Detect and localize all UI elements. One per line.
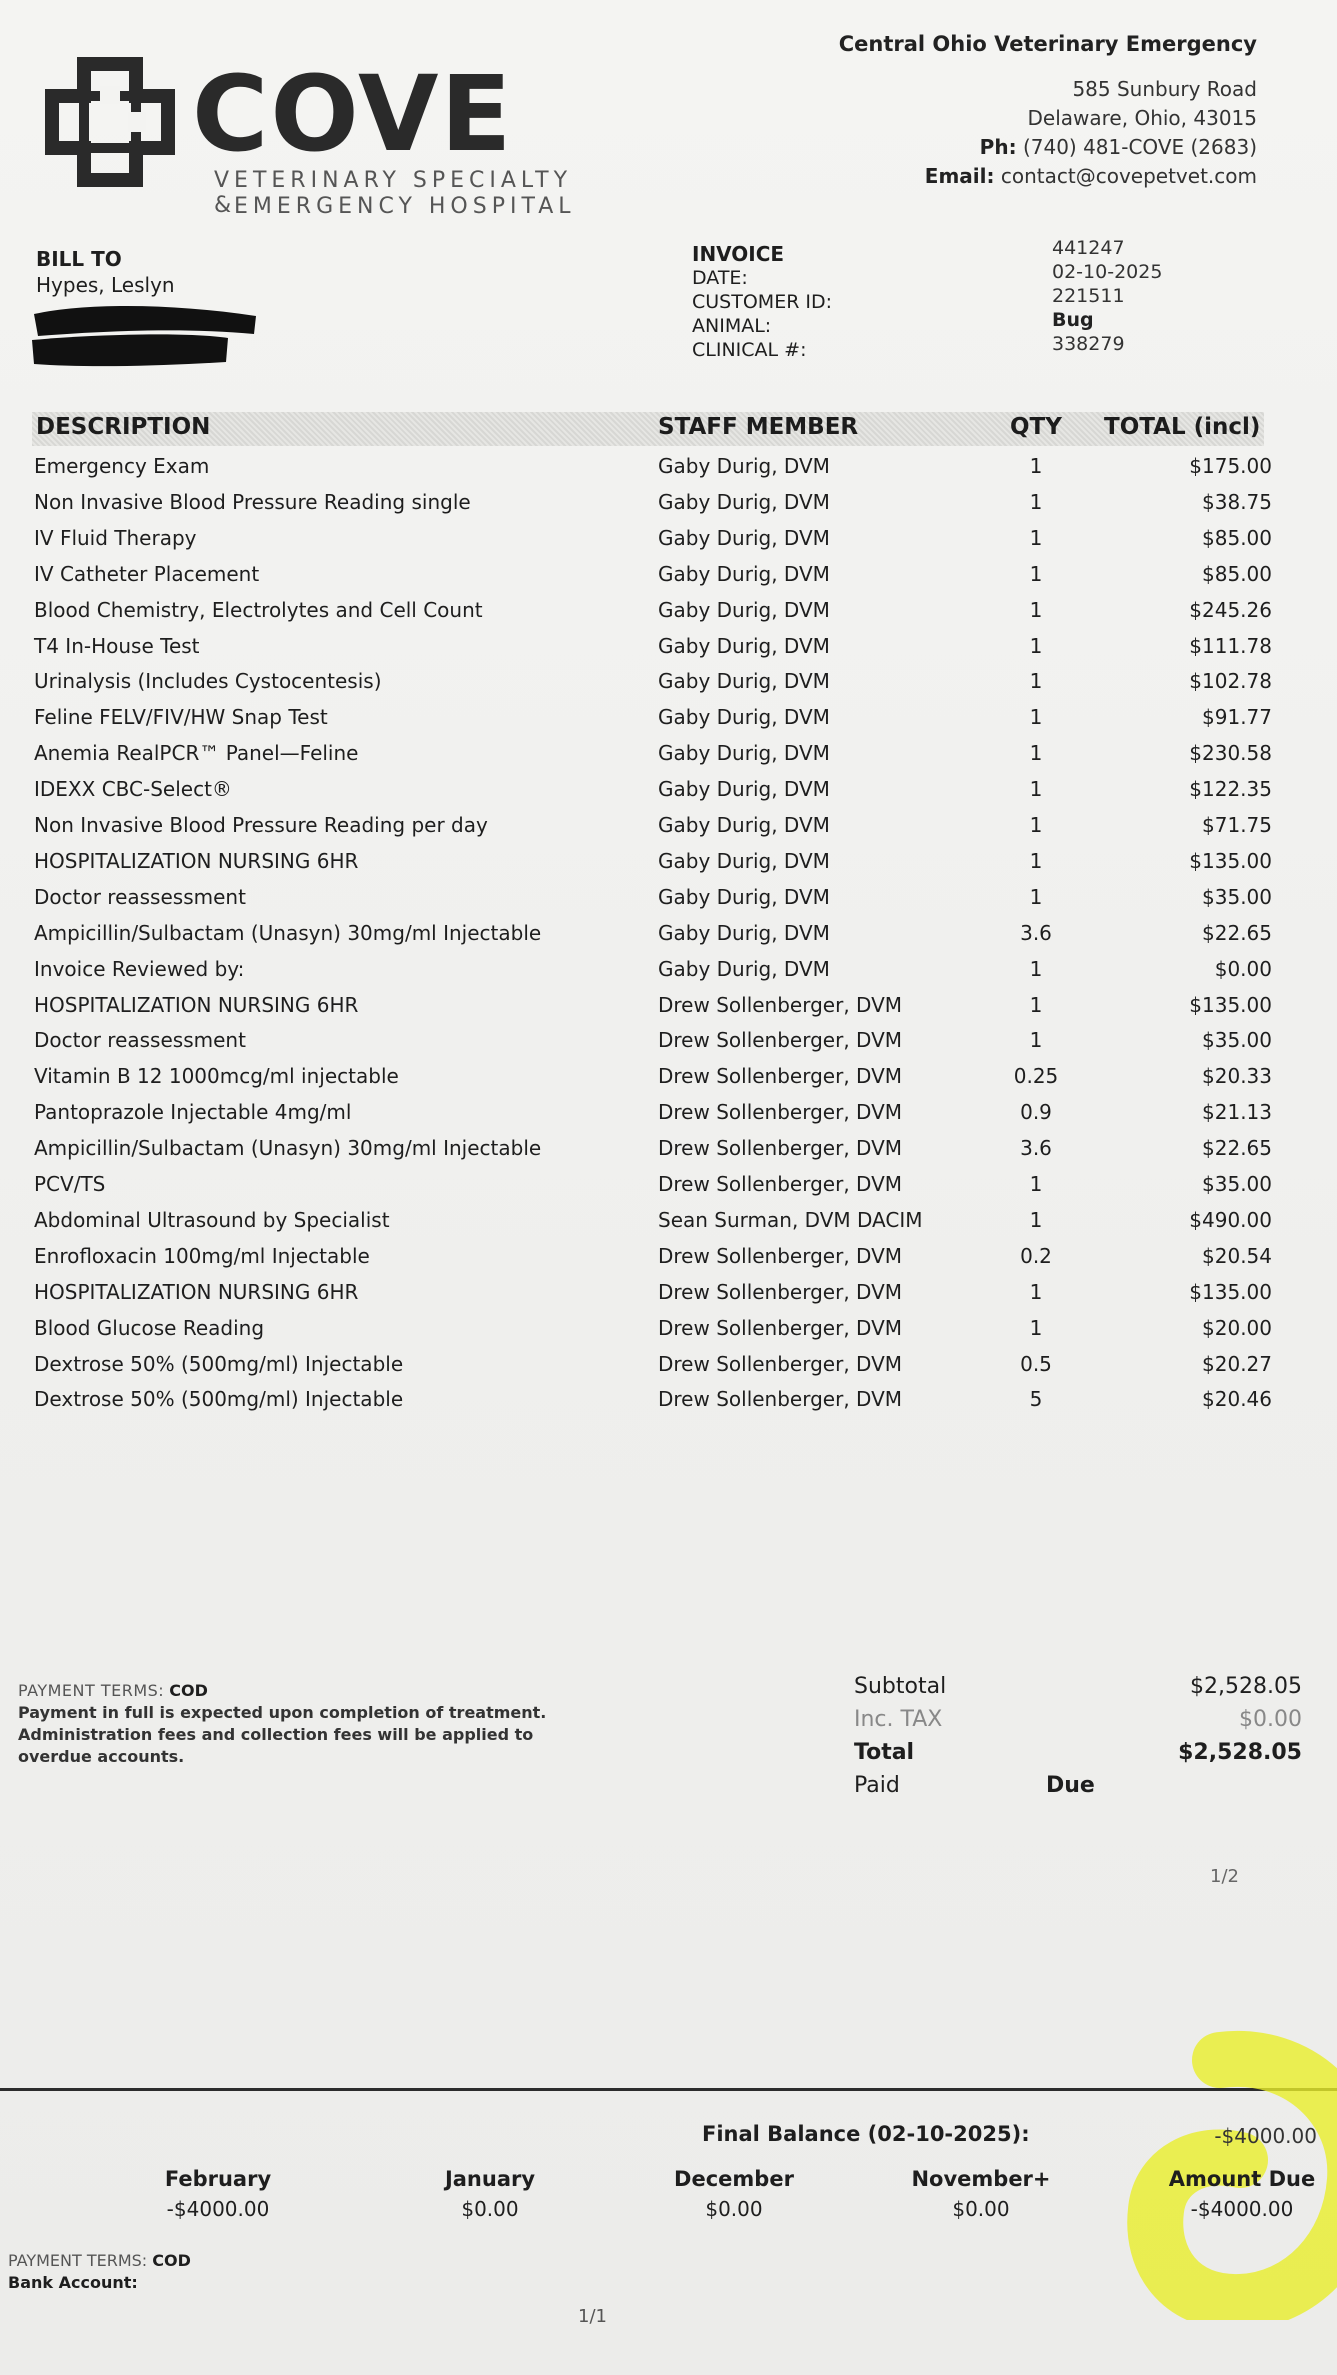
payment-terms [18,1680,618,1768]
table-row [0,777,1337,813]
row-total: $21.13 [1202,1100,1272,1125]
aging-amount-due [1162,2164,1322,2224]
row-total: $135.00 [1189,1279,1272,1304]
cove-cross-icon [44,56,176,188]
cove-logo [44,53,604,219]
row-qty: 1 [1029,1279,1043,1304]
table-row [0,526,1337,562]
clinic-address-1: 585 Sunbury Road [1072,77,1257,101]
totals-block [854,1670,1302,1802]
table-row [0,1100,1337,1136]
row-qty: 1 [1029,777,1043,802]
clinic-email: contact@covepetvet.com [1000,164,1257,188]
paid-label: Paid [854,1773,900,1798]
aging-label: Amount Due [1168,2167,1316,2191]
table-row [0,849,1337,885]
table-row [0,634,1337,670]
row-description: IV Fluid Therapy [34,525,197,550]
row-staff: Drew Sollenberger, DVM [658,1172,903,1196]
row-staff: Gaby Durig, DVM [658,561,830,586]
row-description: HOSPITALIZATION NURSING 6HR [34,992,359,1017]
clinic-email-line [839,162,1257,191]
invoice-label: INVOICE [692,242,785,266]
table-row [0,1172,1337,1208]
aging-value: -$4000.00 [1190,2197,1294,2221]
logo-wordmark: COVE [192,53,514,175]
header-total: TOTAL (incl) [1104,414,1261,440]
row-qty: 1 [1029,741,1043,766]
row-qty: 1 [1029,705,1043,730]
final-balance-label: Final Balance (02-10-2025): [702,2122,1030,2146]
row-staff: Gaby Durig, DVM [658,848,830,873]
row-total: $35.00 [1202,1172,1272,1196]
row-staff: Gaby Durig, DVM [658,633,830,658]
animal-label: ANIMAL: [692,315,772,337]
row-staff: Drew Sollenberger, DVM [658,1136,903,1161]
table-row [0,598,1337,634]
tax-line [854,1703,1302,1736]
aging-value: $0.00 [952,2197,1010,2221]
aging-label: December [674,2167,794,2191]
row-qty: 0.2 [1020,1243,1052,1268]
row-description: Doctor reassessment [34,884,246,909]
row-qty: 0.25 [1013,1064,1059,1089]
row-staff: Drew Sollenberger, DVM [658,1100,903,1125]
row-description: Blood Chemistry, Electrolytes and Cell Count [34,597,483,622]
row-qty: 1 [1029,454,1043,478]
row-total: $91.77 [1202,705,1272,730]
row-total: $135.00 [1189,992,1272,1017]
row-total: $20.27 [1202,1351,1272,1376]
row-qty: 1 [1029,1207,1043,1232]
invoice-meta-labels [692,242,832,362]
row-description: Ampicillin/Sulbactam (Unasyn) 30mg/ml Injectable [34,1136,542,1161]
row-staff: Gaby Durig, DVM [658,884,830,909]
total-line [854,1736,1302,1769]
clinic-phone-line [839,133,1257,162]
bill-to-name: Hypes, Leslyn [36,273,175,297]
row-qty: 3.6 [1020,1136,1052,1161]
row-total: $122.35 [1189,777,1272,802]
page-number-1: 1/2 [1210,1866,1239,1887]
clinic-name: Central Ohio Veterinary Emergency [838,32,1257,56]
row-qty: 1 [1029,669,1043,694]
row-qty: 1 [1029,489,1043,514]
invoice-date: 02-10-2025 [1052,261,1163,283]
row-description: IDEXX CBC-Select® [34,777,232,802]
aging-november [906,2164,1056,2224]
row-description: IV Catheter Placement [34,561,260,586]
table-row [0,562,1337,598]
row-staff: Drew Sollenberger, DVM [658,992,903,1017]
table-row [0,993,1337,1029]
row-description: Enrofloxacin 100mg/ml Injectable [34,1243,370,1268]
row-description: Doctor reassessment [34,1028,246,1053]
table-row [0,669,1337,705]
table-row [0,705,1337,741]
terms-line-1: Payment in full is expected upon completion of treatment. [18,1703,547,1722]
terms-line-3: overdue accounts. [18,1747,185,1766]
terms-label: PAYMENT TERMS: [18,1681,165,1700]
row-total: $230.58 [1189,741,1272,766]
bill-to [36,246,175,298]
table-row [0,1244,1337,1280]
logo-tagline-2: EMERGENCY HOSPITAL [234,194,576,219]
row-staff: Drew Sollenberger, DVM [658,1315,903,1340]
aging-january [430,2164,550,2224]
table-row [0,1028,1337,1064]
row-description: T4 In-House Test [34,633,200,658]
tax-label: Inc. TAX [854,1707,943,1732]
animal-name: Bug [1052,309,1094,331]
row-qty: 1 [1029,561,1043,586]
row-description: Blood Glucose Reading [34,1315,265,1340]
bill-to-label: BILL TO [36,247,122,271]
row-total: $20.54 [1202,1243,1272,1268]
row-staff: Gaby Durig, DVM [658,741,830,766]
row-description: Feline FELV/FIV/HW Snap Test [34,705,328,730]
row-staff: Gaby Durig, DVM [658,597,830,622]
row-qty: 1 [1029,1172,1043,1196]
table-row [0,1387,1337,1423]
aging-label: November+ [911,2167,1051,2191]
clinic-address-2: Delaware, Ohio, 43015 [1027,106,1257,130]
row-staff: Gaby Durig, DVM [658,920,830,945]
total-label: Total [854,1740,915,1765]
header-staff: STAFF MEMBER [658,414,859,440]
row-qty: 1 [1029,956,1043,981]
table-row [0,1316,1337,1352]
row-qty: 1 [1029,848,1043,873]
statement-terms-label: PAYMENT TERMS: [8,2251,148,2270]
tax-value: $0.00 [1239,1707,1302,1732]
row-staff: Gaby Durig, DVM [658,705,830,730]
row-total: $135.00 [1189,848,1272,873]
row-description: PCV/TS [34,1172,106,1196]
row-staff: Drew Sollenberger, DVM [658,1279,903,1304]
row-staff: Gaby Durig, DVM [658,525,830,550]
aging-label: February [164,2167,272,2191]
row-total: $22.65 [1202,920,1272,945]
row-description: Dextrose 50% (500mg/ml) Injectable [34,1387,404,1412]
row-total: $85.00 [1202,561,1272,586]
row-description: Non Invasive Blood Pressure Reading per day [34,813,488,837]
row-description: Pantoprazole Injectable 4mg/ml [34,1100,352,1125]
table-header-bar [32,412,1264,446]
row-total: $38.75 [1202,489,1272,514]
final-balance-value: -$4000.00 [1214,2124,1317,2148]
due-label: Due [1046,1773,1095,1798]
invoice-number: 441247 [1052,237,1125,259]
row-description: Emergency Exam [34,454,210,478]
table-row [0,454,1337,490]
aging-label: January [444,2167,536,2191]
row-qty: 1 [1029,633,1043,658]
table-row [0,1280,1337,1316]
subtotal-line [854,1670,1302,1703]
row-total: $20.33 [1202,1064,1272,1089]
row-qty: 1 [1029,525,1043,550]
row-total: $85.00 [1202,525,1272,550]
table-row [0,1208,1337,1244]
row-qty: 1 [1029,1028,1043,1053]
row-description: HOSPITALIZATION NURSING 6HR [34,1279,359,1304]
row-total: $20.00 [1202,1315,1272,1340]
row-total: $71.75 [1202,813,1272,837]
table-row [0,1136,1337,1172]
row-staff: Drew Sollenberger, DVM [658,1387,903,1412]
customer-id: 221511 [1052,285,1125,307]
redaction-mark [28,300,260,370]
row-description: Non Invasive Blood Pressure Reading single [34,489,471,514]
row-qty: 1 [1029,884,1043,909]
table-row [0,921,1337,957]
row-total: $20.46 [1202,1387,1272,1412]
row-total: $245.26 [1189,597,1272,622]
row-description: Urinalysis (Includes Cystocentesis) [34,669,382,694]
row-qty: 5 [1029,1387,1043,1412]
statement-terms [8,2250,191,2294]
row-qty: 3.6 [1020,920,1052,945]
row-description: Abdominal Ultrasound by Specialist [34,1207,390,1232]
page-number-2: 1/1 [578,2306,607,2327]
row-qty: 1 [1029,813,1043,837]
terms-line-2: Administration fees and collection fees will be applied to [18,1725,534,1744]
row-staff: Gaby Durig, DVM [658,813,830,837]
paid-line [854,1769,1302,1802]
table-row [0,490,1337,526]
row-staff: Drew Sollenberger, DVM [658,1028,903,1053]
aging-february [148,2164,288,2224]
table-row [0,957,1337,993]
row-total: $0.00 [1214,956,1272,981]
email-label: Email: [924,164,995,188]
aging-december [664,2164,804,2224]
table-row [0,885,1337,921]
row-staff: Gaby Durig, DVM [658,777,830,802]
subtotal-value: $2,528.05 [1190,1674,1302,1699]
header-description: DESCRIPTION [36,414,211,440]
header-qty: QTY [1010,414,1062,440]
subtotal-label: Subtotal [854,1674,947,1699]
invoice-meta-values [1052,236,1162,356]
table-row [0,741,1337,777]
row-qty: 0.9 [1020,1100,1052,1125]
row-description: Vitamin B 12 1000mcg/ml injectable [34,1064,399,1089]
row-total: $175.00 [1189,454,1272,478]
row-staff: Drew Sollenberger, DVM [658,1351,903,1376]
row-total: $490.00 [1189,1207,1272,1232]
row-staff: Sean Surman, DVM DACIM [658,1207,923,1232]
row-qty: 1 [1029,597,1043,622]
aging-value: $0.00 [461,2197,519,2221]
row-description: Dextrose 50% (500mg/ml) Injectable [34,1351,404,1376]
row-description: Invoice Reviewed by: [34,956,245,981]
row-qty: 0.5 [1020,1351,1052,1376]
phone-label: Ph: [979,135,1017,159]
row-description: Ampicillin/Sulbactam (Unasyn) 30mg/ml Injectable [34,920,542,945]
terms-value: COD [169,1681,208,1700]
aging-value: -$4000.00 [166,2197,270,2221]
aging-value: $0.00 [705,2197,763,2221]
row-qty: 1 [1029,992,1043,1017]
row-total: $35.00 [1202,884,1272,909]
row-qty: 1 [1029,1315,1043,1340]
date-label: DATE: [692,267,748,289]
clinical-label: CLINICAL #: [692,339,807,361]
clinic-phone: (740) 481-COVE (2683) [1022,135,1257,159]
bank-account-label: Bank Account: [8,2273,138,2292]
row-total: $111.78 [1189,633,1272,658]
row-staff: Gaby Durig, DVM [658,454,830,478]
clinical-number: 338279 [1052,333,1125,355]
customer-id-label: CUSTOMER ID: [692,291,833,313]
row-staff: Drew Sollenberger, DVM [658,1243,903,1268]
total-value: $2,528.05 [1178,1740,1302,1765]
row-staff: Gaby Durig, DVM [658,956,830,981]
row-staff: Drew Sollenberger, DVM [658,1064,903,1089]
row-total: $22.65 [1202,1136,1272,1161]
clinic-info [839,30,1257,191]
table-row [0,1064,1337,1100]
logo-tagline-1: VETERINARY SPECIALTY & [214,168,573,218]
row-total: $102.78 [1189,669,1272,694]
table-row [0,813,1337,849]
row-description: Anemia RealPCR™ Panel—Feline [34,741,359,766]
row-staff: Gaby Durig, DVM [658,669,830,694]
row-total: $35.00 [1202,1028,1272,1053]
row-description: HOSPITALIZATION NURSING 6HR [34,848,359,873]
row-staff: Gaby Durig, DVM [658,489,830,514]
table-row [0,1352,1337,1388]
statement-terms-value: COD [152,2251,191,2270]
